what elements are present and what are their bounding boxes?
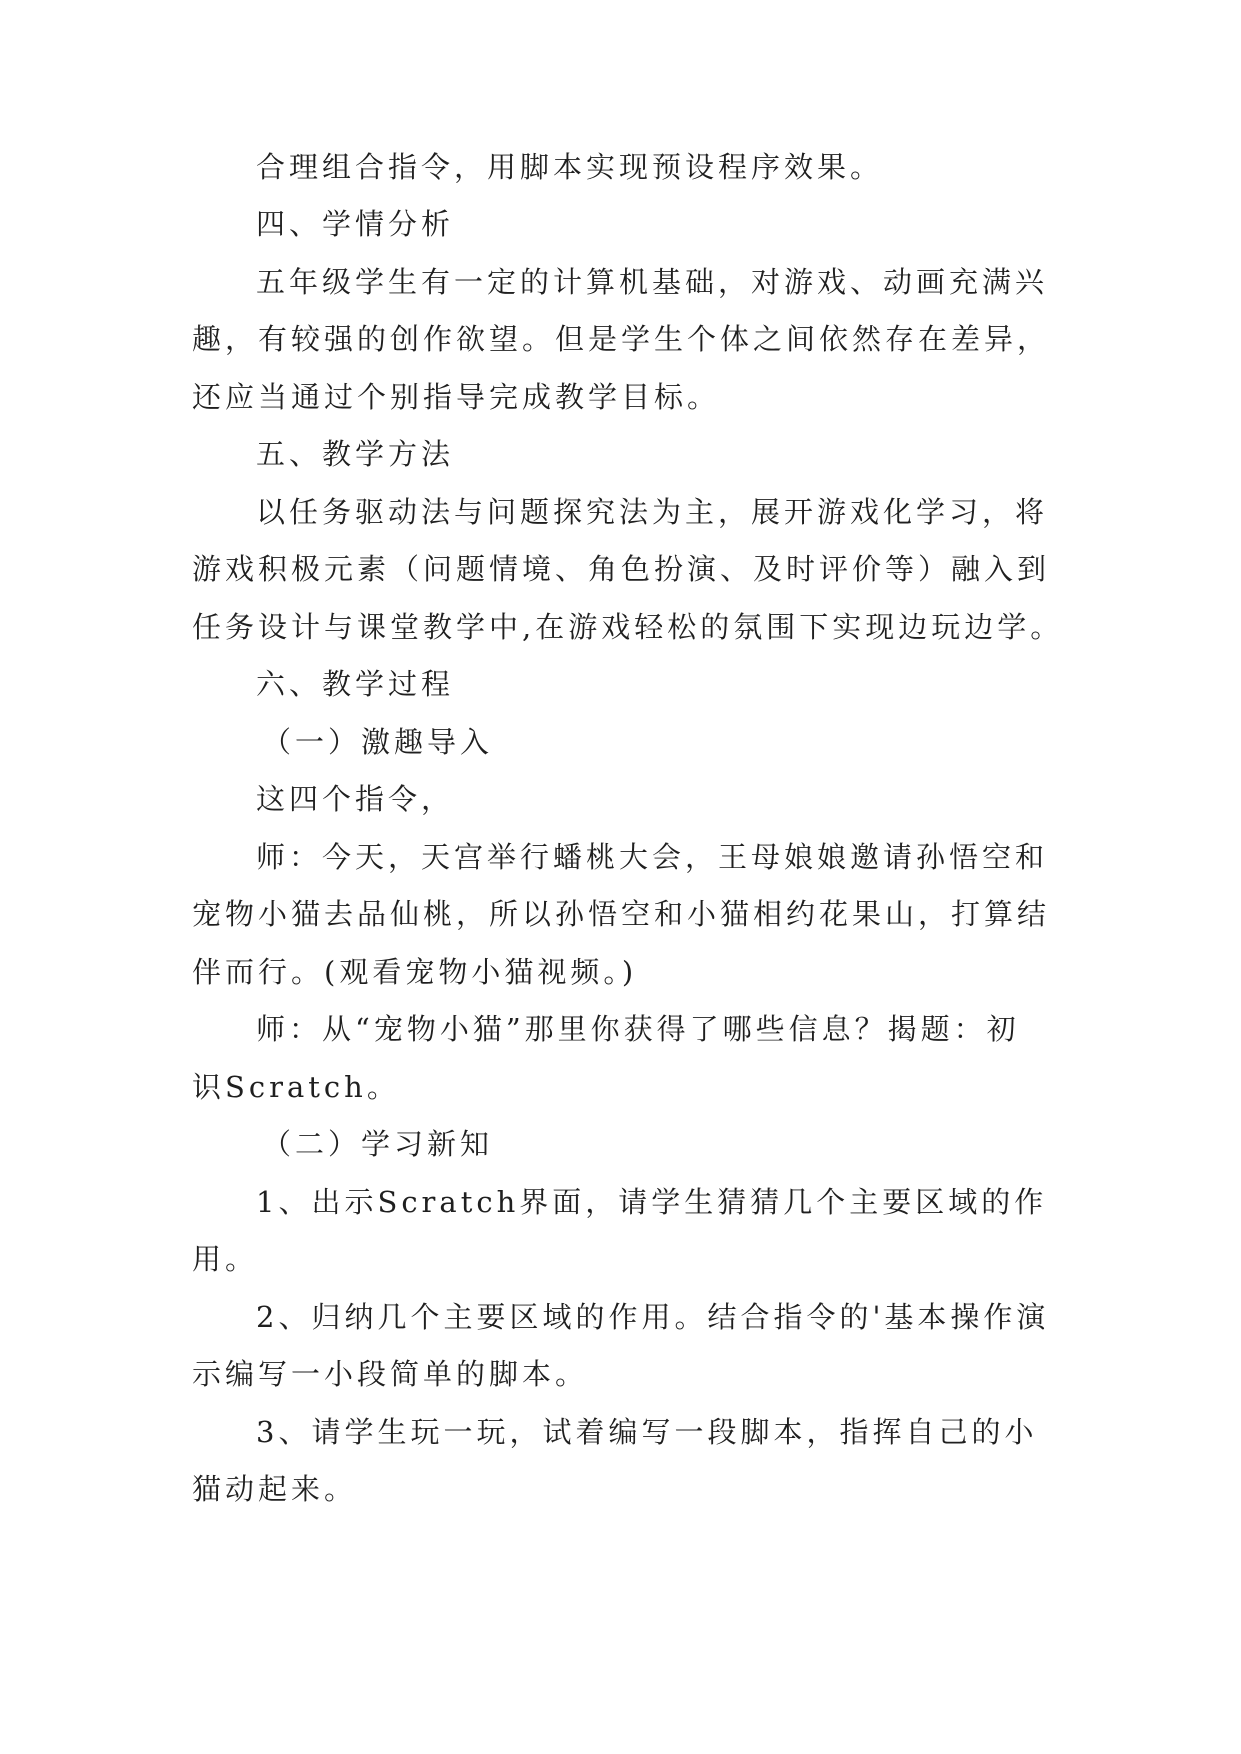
paragraph-line: 五年级学生有一定的计算机基础，对游戏、动画充满兴 bbox=[256, 265, 1049, 299]
section-heading: 四、学情分析 bbox=[256, 207, 455, 241]
section-heading: 六、教学过程 bbox=[256, 667, 455, 701]
subsection-heading: （一）激趣导入 bbox=[262, 725, 494, 759]
paragraph-line: 师：从“宠物小猫”那里你获得了哪些信息？揭题：初 bbox=[256, 1012, 1020, 1046]
paragraph-line: 猫动起来。 bbox=[192, 1472, 358, 1506]
paragraph-line: 识Scratch。 bbox=[192, 1070, 400, 1104]
paragraph-line: 以任务驱动法与问题探究法为主，展开游戏化学习，将 bbox=[256, 495, 1049, 529]
paragraph-line: 伴而行。(观看宠物小猫视频。) bbox=[192, 955, 638, 989]
paragraph-line: 3、请学生玩一玩，试着编写一段脚本，指挥自己的小 bbox=[256, 1415, 1038, 1449]
paragraph-line: 趣，有较强的创作欲望。但是学生个体之间依然存在差异， bbox=[192, 322, 1051, 356]
paragraph-line: 师：今天，天宫举行蟠桃大会，王母娘娘邀请孙悟空和 bbox=[256, 840, 1049, 874]
paragraph-line: 宠物小猫去品仙桃，所以孙悟空和小猫相约花果山，打算结 bbox=[192, 897, 1051, 931]
paragraph-line: 这四个指令， bbox=[256, 782, 455, 816]
paragraph-line: 合理组合指令，用脚本实现预设程序效果。 bbox=[256, 150, 884, 184]
paragraph-line: 示编写一小段简单的脚本。 bbox=[192, 1357, 589, 1391]
paragraph-line: 2、归纳几个主要区域的作用。结合指令的'基本操作演 bbox=[256, 1300, 1050, 1334]
section-heading: 五、教学方法 bbox=[256, 437, 455, 471]
paragraph-line: 1、出示Scratch界面，请学生猜猜几个主要区域的作 bbox=[256, 1185, 1048, 1219]
subsection-heading: （二）学习新知 bbox=[262, 1127, 494, 1161]
paragraph-line: 任务设计与课堂教学中,在游戏轻松的氛围下实现边玩边学。 bbox=[192, 610, 1064, 644]
paragraph-line: 游戏积极元素（问题情境、角色扮演、及时评价等）融入到 bbox=[192, 552, 1051, 586]
paragraph-line: 用。 bbox=[192, 1242, 259, 1276]
paragraph-line: 还应当通过个别指导完成教学目标。 bbox=[192, 380, 721, 414]
